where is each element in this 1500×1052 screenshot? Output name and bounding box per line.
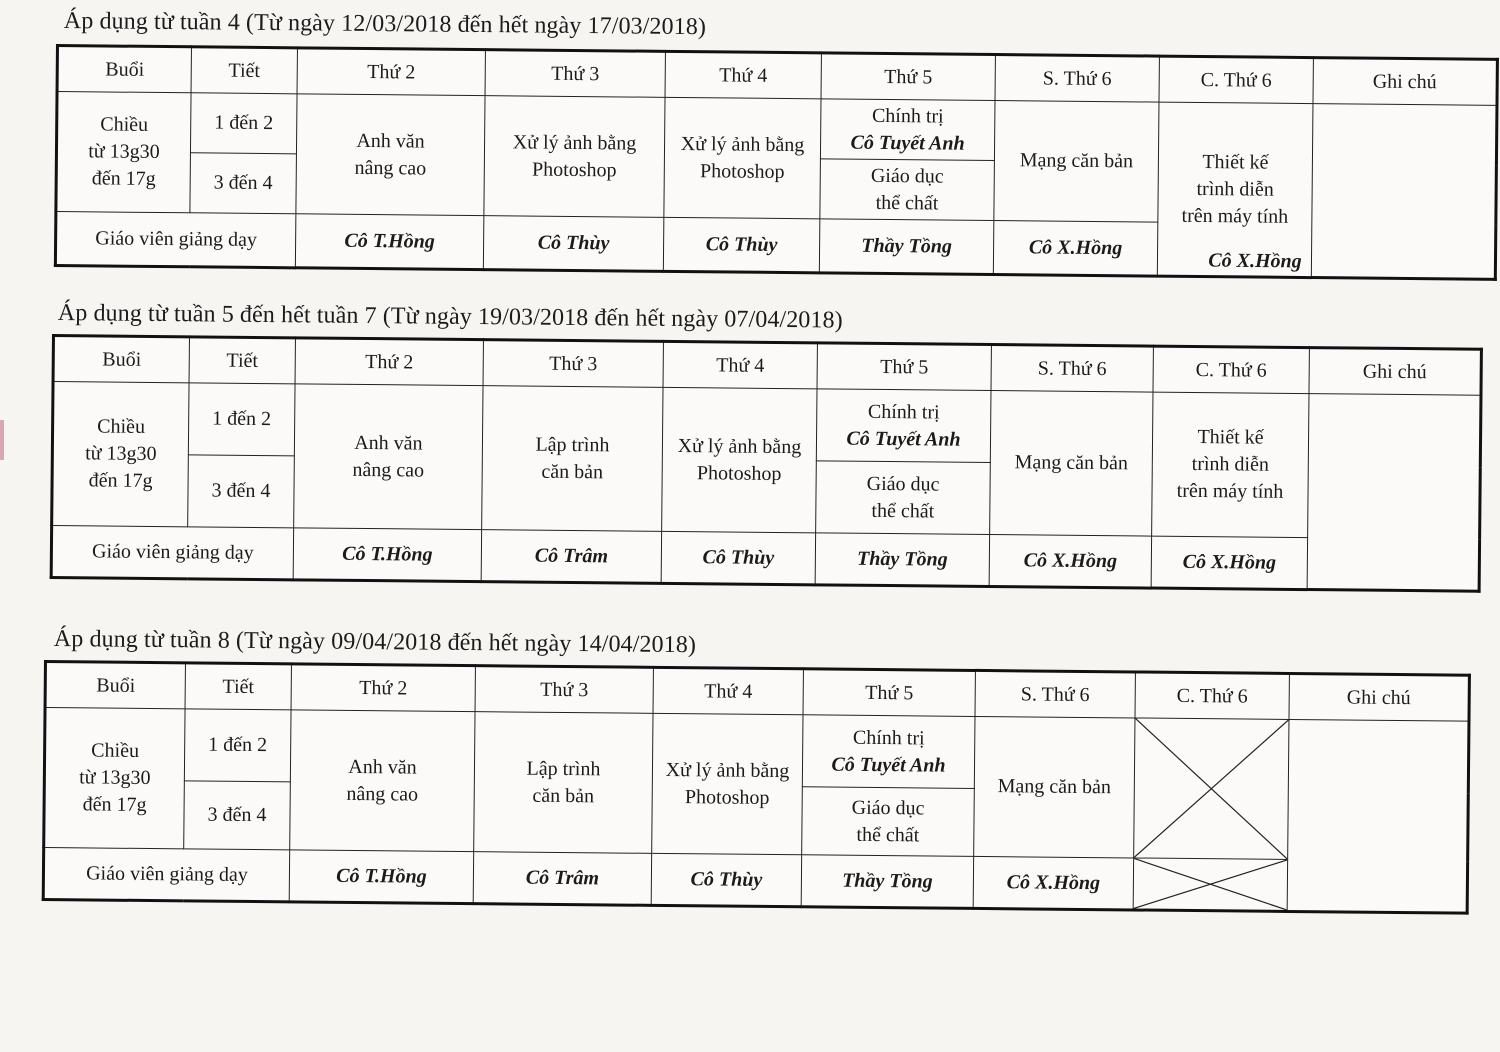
teacher-thu2: Cô T.Hồng <box>295 214 484 270</box>
subject-name: Chính trị <box>867 400 940 424</box>
subject-thu2: Anh văn nâng cao <box>290 710 475 852</box>
header-c-thu6: C. Thứ 6 <box>1135 672 1289 719</box>
cross-out-mark <box>1134 858 1287 909</box>
subject-thu3: Lập trình căn bản <box>474 712 653 854</box>
header-c-thu6: C. Thứ 6 <box>1153 346 1309 393</box>
teacher-s-thu6: Cô X.Hồng <box>973 856 1133 910</box>
subject-teacher: Cô Tuyết Anh <box>850 131 965 155</box>
header-s-thu6: S. Thứ 6 <box>975 670 1135 718</box>
subject-thu2: Anh văn nâng cao <box>296 94 485 216</box>
teacher-thu4: Cô Thùy <box>661 531 815 584</box>
teacher-thu3: Cô Trâm <box>473 852 651 906</box>
header-ghi-chu: Ghi chú <box>1309 348 1481 396</box>
header-thu3: Thứ 3 <box>483 340 663 388</box>
session-cell: Chiều từ 13g30 đến 17g <box>44 708 185 849</box>
header-thu5: Thứ 5 <box>817 343 991 391</box>
subject-name: Chính trị <box>852 726 925 749</box>
header-thu4: Thứ 4 <box>663 341 817 388</box>
header-c-thu6: C. Thứ 6 <box>1159 56 1313 103</box>
session-cell: Chiều từ 13g30 đến 17g <box>56 92 191 213</box>
session-cell: Chiều từ 13g30 đến 17g <box>52 382 189 527</box>
ghi-chu-cell <box>1311 104 1497 280</box>
header-buoi: Buổi <box>53 336 189 383</box>
header-thu5: Thứ 5 <box>821 53 995 101</box>
subject-thu5-bottom: Giáo dục thể chất <box>816 461 991 535</box>
teacher-c-thu6: Cô X.Hồng <box>1208 249 1302 273</box>
teacher-s-thu6: Cô X.Hồng <box>993 221 1158 277</box>
teacher-thu5: Thầy Tồng <box>801 855 973 909</box>
period-cell: 3 đến 4 <box>184 781 291 850</box>
header-thu3: Thứ 3 <box>475 666 653 714</box>
teacher-c-thu6-empty <box>1133 858 1287 911</box>
subject-thu5-bottom: Giáo dục thể chất <box>802 787 975 857</box>
teacher-label: Giáo viên giảng dạy <box>55 212 296 268</box>
ghi-chu-cell <box>1307 394 1481 592</box>
period-row <box>52 382 1481 468</box>
header-thu3: Thứ 3 <box>485 50 665 98</box>
header-thu2: Thứ 2 <box>297 48 485 96</box>
subject-s-thu6: Mạng căn bản <box>974 716 1135 858</box>
header-ghi-chu: Ghi chú <box>1313 58 1497 106</box>
teacher-c-thu6: Cô X.Hồng <box>1151 536 1307 589</box>
subject-thu5-top <box>816 389 991 463</box>
header-thu2: Thứ 2 <box>291 664 475 712</box>
period-cell: 1 đến 2 <box>188 383 295 456</box>
subject-thu4: Xử lý ảnh bằng Photoshop <box>664 97 821 218</box>
period-cell: 3 đến 4 <box>190 153 297 214</box>
period-cell: 1 đến 2 <box>190 93 297 154</box>
header-tiet: Tiết <box>185 663 291 710</box>
subject-c-thu6-empty <box>1134 718 1289 859</box>
header-tiet: Tiết <box>189 337 295 384</box>
subject-thu4: Xử lý ảnh bằng Photoshop <box>662 387 817 532</box>
header-ghi-chu: Ghi chú <box>1289 673 1469 721</box>
teacher-thu3: Cô Trâm <box>481 530 661 584</box>
subject-thu5-top <box>802 715 975 789</box>
teacher-label: Giáo viên giảng dạy <box>43 848 289 902</box>
teacher-thu2: Cô T.Hồng <box>289 850 473 904</box>
timetable <box>42 660 1471 915</box>
subject-thu2: Anh văn nâng cao <box>294 384 483 530</box>
subject-s-thu6: Mạng căn bản <box>990 391 1153 537</box>
subject-c-thu6: Thiết kế trình diễn trên máy tính <box>1157 102 1313 277</box>
header-buoi: Buổi <box>57 46 191 93</box>
teacher-thu5: Thầy Tồng <box>819 219 994 275</box>
teacher-thu5: Thầy Tồng <box>815 533 989 587</box>
teacher-thu3: Cô Thùy <box>483 216 664 272</box>
period-cell: 1 đến 2 <box>184 709 291 782</box>
header-s-thu6: S. Thứ 6 <box>991 345 1153 393</box>
subject-thu3: Lập trình căn bản <box>482 386 663 532</box>
teacher-thu4: Cô Thùy <box>663 217 820 272</box>
subject-name: Chính trị <box>871 104 944 128</box>
timetable <box>50 334 1483 593</box>
header-thu2: Thứ 2 <box>295 338 483 386</box>
teacher-thu4: Cô Thùy <box>651 853 801 906</box>
header-tiet: Tiết <box>191 47 297 94</box>
section-title: Áp dụng từ tuần 5 đến hết tuần 7 (Từ ngày 19/03/2018 đến hết ngày 07/04/2018) <box>57 300 843 334</box>
header-buoi: Buổi <box>45 662 185 709</box>
subject-thu5-bottom: Giáo dục thể chất <box>820 159 995 221</box>
ghi-chu-cell <box>1287 719 1469 913</box>
subject-s-thu6: Mạng căn bản <box>994 101 1159 223</box>
cross-out-mark <box>1134 718 1288 858</box>
period-cell: 3 đến 4 <box>188 455 295 528</box>
header-thu4: Thứ 4 <box>653 667 803 714</box>
period-row <box>44 708 1469 794</box>
subject-teacher: Cô Tuyết Anh <box>831 753 946 777</box>
edge-mark <box>0 420 4 460</box>
subject-c-thu6: Thiết kế trình diễn trên máy tính <box>1152 392 1309 537</box>
teacher-thu2: Cô T.Hồng <box>293 528 481 582</box>
teacher-label: Giáo viên giảng dạy <box>51 526 293 580</box>
subject-thu4: Xử lý ảnh bằng Photoshop <box>652 713 803 854</box>
header-s-thu6: S. Thứ 6 <box>995 55 1159 103</box>
section-title: Áp dụng từ tuần 4 (Từ ngày 12/03/2018 đến hết ngày 17/03/2018) <box>63 8 707 41</box>
section-title: Áp dụng từ tuần 8 (Từ ngày 09/04/2018 đến hết ngày 14/04/2018) <box>53 626 697 659</box>
header-thu5: Thứ 5 <box>803 669 975 717</box>
subject-thu5-top <box>820 99 995 161</box>
teacher-s-thu6: Cô X.Hồng <box>989 535 1151 589</box>
header-thu4: Thứ 4 <box>665 51 821 98</box>
subject-teacher: Cô Tuyết Anh <box>846 427 961 451</box>
timetable <box>54 44 1499 281</box>
subject-thu3: Xử lý ảnh bằng Photoshop <box>484 96 665 218</box>
